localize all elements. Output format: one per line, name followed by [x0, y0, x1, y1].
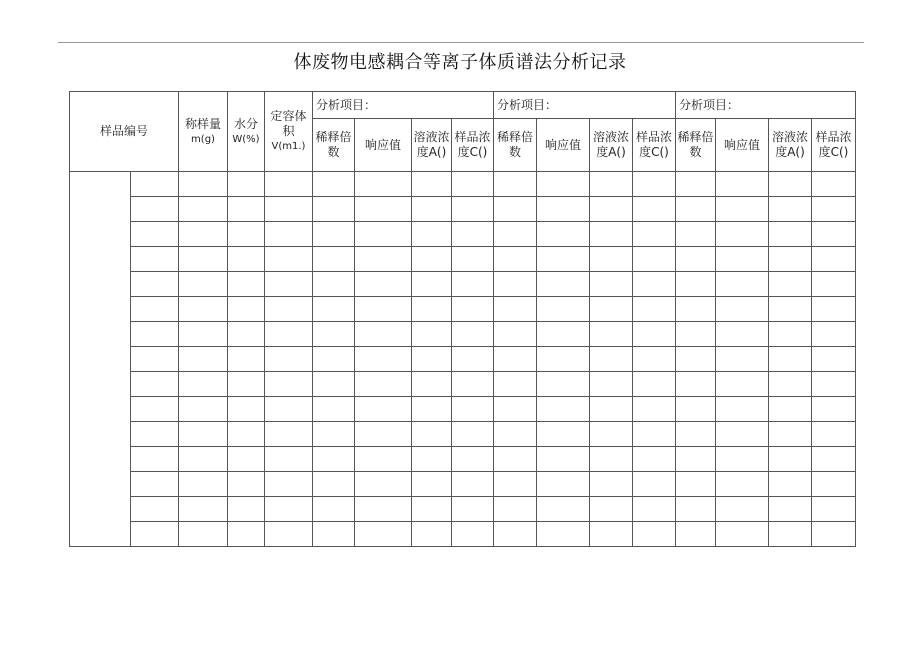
table-cell[interactable] — [633, 397, 676, 422]
table-cell[interactable] — [537, 522, 590, 547]
header-dilution-2: 稀释倍数 — [494, 119, 537, 172]
table-cell[interactable] — [812, 347, 856, 372]
table-cell[interactable] — [590, 222, 633, 247]
table-cell[interactable] — [812, 497, 856, 522]
header-volume — [265, 92, 313, 172]
table-cell[interactable] — [131, 297, 179, 322]
table-cell[interactable] — [769, 522, 812, 547]
table-cell[interactable] — [179, 222, 228, 247]
table-cell[interactable] — [228, 172, 265, 197]
table-row — [70, 447, 856, 472]
table-cell[interactable] — [452, 272, 494, 297]
table-cell[interactable] — [228, 272, 265, 297]
header-weight — [179, 92, 228, 172]
table-cell[interactable] — [716, 472, 769, 497]
table-cell[interactable] — [131, 522, 179, 547]
table-cell[interactable] — [355, 447, 412, 472]
table-cell[interactable] — [812, 397, 856, 422]
table-cell[interactable] — [769, 497, 812, 522]
table-cell[interactable] — [131, 197, 179, 222]
table-cell[interactable] — [494, 297, 537, 322]
table-cell[interactable] — [179, 197, 228, 222]
table-cell[interactable] — [812, 522, 856, 547]
table-cell[interactable] — [355, 272, 412, 297]
table-cell[interactable] — [716, 347, 769, 372]
table-cell[interactable] — [179, 372, 228, 397]
table-cell[interactable] — [412, 197, 452, 222]
table-cell[interactable] — [179, 272, 228, 297]
table-cell[interactable] — [676, 422, 716, 447]
table-cell[interactable] — [676, 322, 716, 347]
table-cell[interactable] — [313, 272, 355, 297]
header-moisture-unit: W(%) — [232, 133, 260, 145]
analysis-item-1: 分析项目： — [313, 92, 494, 119]
table-cell[interactable] — [812, 422, 856, 447]
table-row — [70, 372, 856, 397]
table-cell[interactable] — [355, 247, 412, 272]
sample-group-cell[interactable] — [70, 172, 131, 547]
table-cell[interactable] — [716, 222, 769, 247]
table-cell[interactable] — [633, 197, 676, 222]
table-cell[interactable] — [179, 447, 228, 472]
header-solution-conc-3: 溶液浓度A() — [769, 119, 812, 172]
table-cell[interactable] — [452, 322, 494, 347]
table-cell[interactable] — [313, 472, 355, 497]
table-cell[interactable] — [313, 247, 355, 272]
table-cell[interactable] — [716, 272, 769, 297]
table-cell[interactable] — [537, 347, 590, 372]
table-cell[interactable] — [812, 472, 856, 497]
table-cell[interactable] — [812, 322, 856, 347]
table-cell[interactable] — [676, 347, 716, 372]
table-cell[interactable] — [676, 247, 716, 272]
table-cell[interactable] — [769, 447, 812, 472]
table-cell[interactable] — [452, 497, 494, 522]
table-row — [70, 472, 856, 497]
table-cell[interactable] — [355, 172, 412, 197]
table-cell[interactable] — [412, 472, 452, 497]
table-cell[interactable] — [716, 372, 769, 397]
table-row — [70, 397, 856, 422]
table-cell[interactable] — [265, 197, 313, 222]
table-cell[interactable] — [313, 447, 355, 472]
table-cell[interactable] — [590, 172, 633, 197]
table-cell[interactable] — [494, 372, 537, 397]
table-row — [70, 322, 856, 347]
table-cell[interactable] — [412, 397, 452, 422]
table-cell[interactable] — [355, 347, 412, 372]
table-cell[interactable] — [228, 347, 265, 372]
table-cell[interactable] — [676, 172, 716, 197]
table-cell[interactable] — [313, 372, 355, 397]
header-dilution-3: 稀释倍数 — [676, 119, 716, 172]
table-cell[interactable] — [412, 422, 452, 447]
table-cell[interactable] — [131, 272, 179, 297]
table-cell[interactable] — [676, 447, 716, 472]
table-cell[interactable] — [228, 197, 265, 222]
table-cell[interactable] — [716, 422, 769, 447]
table-cell[interactable] — [313, 522, 355, 547]
header-sample-id: 样品编号 — [70, 92, 179, 172]
table-cell[interactable] — [131, 397, 179, 422]
table-cell[interactable] — [769, 372, 812, 397]
table-cell[interactable] — [131, 372, 179, 397]
table-cell[interactable] — [313, 322, 355, 347]
table-cell[interactable] — [265, 522, 313, 547]
table-cell[interactable] — [716, 397, 769, 422]
table-cell[interactable] — [228, 422, 265, 447]
table-cell[interactable] — [265, 297, 313, 322]
table-cell[interactable] — [355, 372, 412, 397]
table-cell[interactable] — [228, 372, 265, 397]
table-cell[interactable] — [313, 347, 355, 372]
table-cell[interactable] — [494, 397, 537, 422]
table-cell[interactable] — [228, 322, 265, 347]
table-cell[interactable] — [590, 447, 633, 472]
table-cell[interactable] — [676, 272, 716, 297]
table-cell[interactable] — [228, 497, 265, 522]
table-row — [70, 497, 856, 522]
table-cell[interactable] — [812, 247, 856, 272]
top-rule — [58, 42, 864, 43]
table-cell[interactable] — [494, 447, 537, 472]
table-cell[interactable] — [633, 472, 676, 497]
table-cell[interactable] — [355, 297, 412, 322]
table-cell[interactable] — [412, 522, 452, 547]
table-cell[interactable] — [131, 497, 179, 522]
table-cell[interactable] — [228, 522, 265, 547]
table-cell[interactable] — [228, 222, 265, 247]
table-cell[interactable] — [265, 222, 313, 247]
table-cell[interactable] — [590, 472, 633, 497]
table-cell[interactable] — [633, 372, 676, 397]
table-cell[interactable] — [590, 247, 633, 272]
header-response-1: 响应值 — [355, 119, 412, 172]
table-cell[interactable] — [812, 222, 856, 247]
page-title: 体废物电感耦合等离子体质谱法分析记录 — [293, 52, 627, 73]
table-cell[interactable] — [590, 347, 633, 372]
table-cell[interactable] — [179, 297, 228, 322]
table-cell[interactable] — [812, 297, 856, 322]
table-cell[interactable] — [716, 297, 769, 322]
table-cell[interactable] — [494, 197, 537, 222]
table-cell[interactable] — [228, 397, 265, 422]
table-cell[interactable] — [716, 522, 769, 547]
table-cell[interactable] — [676, 497, 716, 522]
table-cell[interactable] — [590, 372, 633, 397]
table-cell[interactable] — [131, 422, 179, 447]
table-cell[interactable] — [769, 472, 812, 497]
table-cell[interactable] — [590, 422, 633, 447]
table-cell[interactable] — [131, 322, 179, 347]
header-moisture-label: 水分 — [233, 116, 258, 131]
table-cell[interactable] — [131, 172, 179, 197]
table-cell[interactable] — [313, 422, 355, 447]
table-row — [70, 197, 856, 222]
table-row — [70, 272, 856, 297]
table-cell[interactable] — [716, 322, 769, 347]
table-cell[interactable] — [313, 297, 355, 322]
table-cell[interactable] — [769, 197, 812, 222]
table-cell[interactable] — [537, 422, 590, 447]
table-cell[interactable] — [179, 397, 228, 422]
table-cell[interactable] — [179, 422, 228, 447]
table-cell[interactable] — [179, 522, 228, 547]
analysis-record-table — [69, 91, 856, 547]
table-cell[interactable] — [812, 272, 856, 297]
table-cell[interactable] — [452, 172, 494, 197]
table-cell[interactable] — [716, 247, 769, 272]
table-cell[interactable] — [769, 272, 812, 297]
table-cell[interactable] — [313, 222, 355, 247]
table-cell[interactable] — [355, 522, 412, 547]
table-cell[interactable] — [494, 522, 537, 547]
table-cell[interactable] — [537, 272, 590, 297]
table-cell[interactable] — [131, 472, 179, 497]
header-dilution-1: 稀释倍数 — [313, 119, 355, 172]
table-cell[interactable] — [412, 272, 452, 297]
table-cell[interactable] — [633, 447, 676, 472]
table-row — [70, 297, 856, 322]
table-cell[interactable] — [179, 247, 228, 272]
table-cell[interactable] — [313, 397, 355, 422]
table-cell[interactable] — [676, 397, 716, 422]
table-cell[interactable] — [265, 397, 313, 422]
table-cell[interactable] — [412, 447, 452, 472]
table-cell[interactable] — [716, 172, 769, 197]
table-cell[interactable] — [769, 422, 812, 447]
table-row — [70, 172, 856, 197]
table-row — [70, 522, 856, 547]
table-cell[interactable] — [265, 347, 313, 372]
table-cell[interactable] — [769, 297, 812, 322]
table-cell[interactable] — [452, 372, 494, 397]
table-cell[interactable] — [228, 247, 265, 272]
table-cell[interactable] — [537, 197, 590, 222]
table-cell[interactable] — [265, 272, 313, 297]
table-cell[interactable] — [812, 172, 856, 197]
table-cell[interactable] — [676, 472, 716, 497]
table-cell[interactable] — [494, 422, 537, 447]
table-cell[interactable] — [494, 272, 537, 297]
header-volume-label: 定容体积 — [270, 109, 307, 138]
table-cell[interactable] — [676, 372, 716, 397]
table-cell[interactable] — [313, 197, 355, 222]
table-cell[interactable] — [355, 397, 412, 422]
table-cell[interactable] — [452, 247, 494, 272]
table-cell[interactable] — [131, 222, 179, 247]
table-cell[interactable] — [633, 272, 676, 297]
table-cell[interactable] — [590, 197, 633, 222]
table-cell[interactable] — [812, 197, 856, 222]
table-cell[interactable] — [590, 322, 633, 347]
table-row — [70, 422, 856, 447]
table-row — [70, 222, 856, 247]
table-cell[interactable] — [412, 372, 452, 397]
table-cell[interactable] — [769, 247, 812, 272]
table-cell[interactable] — [590, 297, 633, 322]
table-cell[interactable] — [633, 172, 676, 197]
table-cell[interactable] — [537, 247, 590, 272]
table-cell[interactable] — [412, 322, 452, 347]
table-cell[interactable] — [265, 447, 313, 472]
table-cell[interactable] — [355, 222, 412, 247]
table-cell[interactable] — [590, 272, 633, 297]
table-cell[interactable] — [633, 222, 676, 247]
header-sample-conc-1: 样品浓度C() — [452, 119, 494, 172]
table-cell[interactable] — [537, 497, 590, 522]
table-cell[interactable] — [537, 322, 590, 347]
table-cell[interactable] — [131, 447, 179, 472]
table-cell[interactable] — [228, 297, 265, 322]
table-cell[interactable] — [494, 497, 537, 522]
table-cell[interactable] — [537, 222, 590, 247]
table-cell[interactable] — [494, 222, 537, 247]
header-weight-label: 称样量 — [184, 116, 221, 131]
table-cell[interactable] — [676, 222, 716, 247]
table-cell[interactable] — [590, 397, 633, 422]
table-cell[interactable] — [412, 497, 452, 522]
table-cell[interactable] — [313, 172, 355, 197]
table-cell[interactable] — [716, 447, 769, 472]
analysis-item-3: 分析项目： — [676, 92, 856, 119]
table-cell[interactable] — [812, 372, 856, 397]
analysis-item-2: 分析项目： — [494, 92, 676, 119]
header-sample-conc-2: 样品浓度C() — [633, 119, 676, 172]
table-cell[interactable] — [355, 472, 412, 497]
table-cell[interactable] — [179, 322, 228, 347]
table-cell[interactable] — [265, 472, 313, 497]
table-cell[interactable] — [537, 472, 590, 497]
table-cell[interactable] — [265, 172, 313, 197]
table-cell[interactable] — [452, 347, 494, 372]
table-cell[interactable] — [452, 422, 494, 447]
table-cell[interactable] — [452, 222, 494, 247]
table-cell[interactable] — [412, 222, 452, 247]
table-cell[interactable] — [537, 297, 590, 322]
table-cell[interactable] — [265, 372, 313, 397]
table-cell[interactable] — [355, 322, 412, 347]
table-cell[interactable] — [494, 247, 537, 272]
table-cell[interactable] — [228, 472, 265, 497]
header-response-2: 响应值 — [537, 119, 590, 172]
header-solution-conc-1: 溶液浓度A() — [412, 119, 452, 172]
table-cell[interactable] — [633, 522, 676, 547]
table-cell[interactable] — [769, 172, 812, 197]
table-cell[interactable] — [633, 322, 676, 347]
header-weight-unit: m(g) — [191, 133, 215, 145]
table-cell[interactable] — [676, 297, 716, 322]
table-cell[interactable] — [633, 497, 676, 522]
table-cell[interactable] — [265, 422, 313, 447]
header-response-3: 响应值 — [716, 119, 769, 172]
table-cell[interactable] — [633, 422, 676, 447]
table-cell[interactable] — [494, 172, 537, 197]
table-cell[interactable] — [494, 472, 537, 497]
table-cell[interactable] — [590, 497, 633, 522]
table-cell[interactable] — [355, 422, 412, 447]
table-cell[interactable] — [633, 297, 676, 322]
table-row — [70, 347, 856, 372]
table-cell[interactable] — [452, 397, 494, 422]
table-cell[interactable] — [537, 447, 590, 472]
table-cell[interactable] — [131, 347, 179, 372]
table-cell[interactable] — [537, 172, 590, 197]
table-cell[interactable] — [412, 247, 452, 272]
table-cell[interactable] — [179, 172, 228, 197]
header-solution-conc-2: 溶液浓度A() — [590, 119, 633, 172]
table-cell[interactable] — [452, 472, 494, 497]
table-cell[interactable] — [590, 522, 633, 547]
table-cell[interactable] — [633, 347, 676, 372]
table-cell[interactable] — [452, 297, 494, 322]
table-cell[interactable] — [179, 497, 228, 522]
table-cell[interactable] — [313, 497, 355, 522]
header-sample-conc-3: 样品浓度C() — [812, 119, 856, 172]
table-cell[interactable] — [179, 347, 228, 372]
table-cell[interactable] — [812, 447, 856, 472]
table-cell[interactable] — [265, 247, 313, 272]
table-cell[interactable] — [452, 447, 494, 472]
table-cell[interactable] — [452, 197, 494, 222]
table-cell[interactable] — [676, 522, 716, 547]
table-cell[interactable] — [494, 347, 537, 372]
table-cell[interactable] — [769, 222, 812, 247]
table-cell[interactable] — [131, 247, 179, 272]
table-cell[interactable] — [179, 472, 228, 497]
table-cell[interactable] — [537, 397, 590, 422]
table-cell[interactable] — [676, 197, 716, 222]
table-cell[interactable] — [769, 397, 812, 422]
table-cell[interactable] — [355, 197, 412, 222]
header-moisture — [228, 92, 265, 172]
table-cell[interactable] — [355, 497, 412, 522]
table-cell[interactable] — [716, 497, 769, 522]
table-cell[interactable] — [265, 497, 313, 522]
header-volume-unit: V(m1.) — [271, 141, 306, 152]
table-cell[interactable] — [769, 347, 812, 372]
table-cell[interactable] — [412, 347, 452, 372]
table-row — [70, 247, 856, 272]
table-cell[interactable] — [716, 197, 769, 222]
table-cell[interactable] — [412, 172, 452, 197]
table-cell[interactable] — [633, 247, 676, 272]
table-cell[interactable] — [537, 372, 590, 397]
table-cell[interactable] — [265, 322, 313, 347]
table-cell[interactable] — [452, 522, 494, 547]
table-cell[interactable] — [412, 297, 452, 322]
table-cell[interactable] — [494, 322, 537, 347]
table-cell[interactable] — [769, 322, 812, 347]
table-cell[interactable] — [228, 447, 265, 472]
